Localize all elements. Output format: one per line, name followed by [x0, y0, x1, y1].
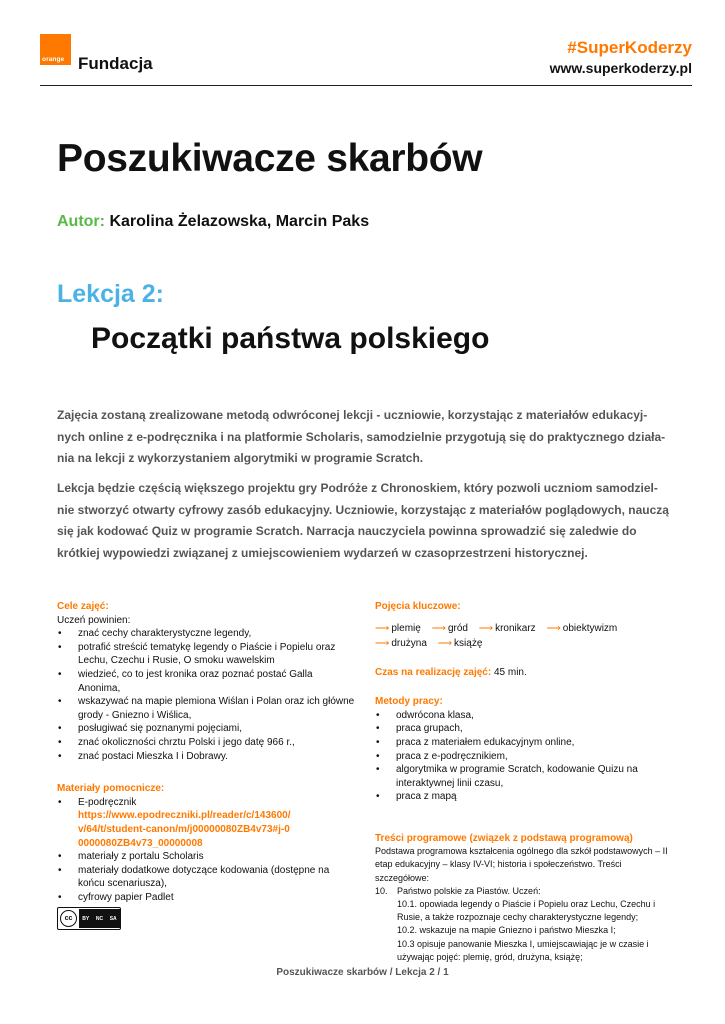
author-label: Autor:: [57, 213, 105, 230]
list-item: • potrafić streścić tematykę legendy o Piaście i Popielu oraz Lechu, Czechu i Rusie, O smoku wawelskim: [57, 641, 357, 668]
page-title: Poszukiwacze skarbów: [57, 137, 483, 180]
curriculum-sub-item: 10.2. wskazuje na mapie Gniezno i państwo Mieszka I;: [397, 925, 616, 936]
epodrecznik-link[interactable]: https://www.epodreczniki.pl/reader/c/143600/v/64/t/student-canon/m/j00000080ZB4v73#j-00000080ZB4v73_00000008: [78, 810, 291, 849]
concept-item: drużyna: [391, 637, 427, 649]
arrow-right-icon: ⟶: [375, 637, 390, 649]
curriculum-item-text: Państwo polskie za Piastów. Uczeń:: [397, 885, 541, 896]
epodrecznik-label: E-podręcznik: [78, 796, 137, 808]
list-item: • praca z mapą: [375, 790, 675, 804]
list-item: • posługiwać się poznanymi pojęciami,: [57, 722, 357, 736]
arrow-right-icon: ⟶: [478, 622, 494, 634]
concepts-heading: Pojęcia kluczowe:: [375, 601, 461, 612]
methods-heading: Metody pracy:: [375, 696, 443, 708]
list-item: • algorytmika w programie Scratch, kodowanie Quizu na interaktywnej linii czasu,: [375, 763, 675, 790]
orange-logo: [40, 34, 71, 65]
arrow-right-icon: ⟶: [431, 622, 446, 634]
author-line: [57, 213, 369, 231]
cc-icon: cc: [60, 910, 77, 927]
list-item: • praca grupach,: [375, 722, 675, 736]
list-item: • praca z e-podręcznikiem,: [375, 750, 675, 764]
concept-item: gród: [447, 622, 468, 634]
arrow-right-icon: ⟶: [546, 622, 561, 634]
arrow-right-icon: ⟶: [375, 622, 390, 634]
list-item: • praca z materiałem edukacyjnym online,: [375, 736, 675, 750]
list-item: • cyfrowy papier Padlet: [57, 891, 357, 905]
concepts-list: [375, 621, 675, 651]
list-item: • wiedzieć, co to jest kronika oraz poznać postać Galla Anonima,: [57, 668, 357, 695]
curriculum-sub-item: 10.3 opisuje panowanie Mieszka I, umiejscawiając je w czasie i używając pojęć: plemię, gród, drużyna, książę;: [397, 938, 649, 962]
curriculum-heading: Treści programowe (związek z podstawą programową): [375, 832, 633, 844]
license-terms: [79, 909, 120, 928]
list-item: • materiały dodatkowe dotyczące kodowania (dostępne na końcu scenariusza),: [57, 864, 357, 891]
intro-text: [57, 405, 671, 573]
right-column: [375, 600, 675, 964]
list-item: • odwrócona klasa,: [375, 709, 675, 723]
curriculum-number: 10.: [375, 885, 388, 896]
materials-heading: Materiały pomocnicze:: [57, 783, 165, 795]
nc-icon: NC: [95, 915, 104, 922]
list-item: • znać okoliczności chrztu Polski i jego datę 966 r.,: [57, 736, 357, 750]
materials-list: [57, 796, 357, 905]
author-names: Karolina Żelazowska, Marcin Paks: [109, 213, 370, 230]
concept-item: książę: [454, 637, 483, 649]
logo-text: orange: [42, 56, 65, 63]
page-header: [40, 34, 692, 86]
goals-lead: Uczeń powinien:: [57, 614, 131, 626]
concept-item: kronikarz: [495, 622, 536, 634]
curriculum-section: [375, 832, 675, 964]
left-column: [57, 600, 357, 904]
site-url[interactable]: www.superkoderzy.pl: [549, 60, 692, 76]
concept-item: plemię: [391, 622, 421, 634]
list-item: • wskazywać na mapie plemiona Wiślan i Polan oraz ich główne grody - Gniezno i Wiślica,: [57, 695, 357, 722]
list-item: • znać cechy charakterystyczne legendy,: [57, 627, 357, 641]
page-footer: Poszukiwacze skarbów / Lekcja 2 / 1: [276, 967, 449, 978]
arrow-right-icon: ⟶: [437, 637, 453, 649]
curriculum-item: [375, 885, 675, 898]
goals-list: [57, 627, 357, 763]
hashtag: #SuperKoderzy: [567, 38, 692, 57]
goals-heading: Cele zajęć:: [57, 601, 109, 612]
org-name: Fundacja: [78, 54, 153, 73]
curriculum-intro: Podstawa programowa kształcenia ogólnego dla szkół podstawowych – II etap edukacyjny – klasy IV-VI; historia i społeczeństwo. Treści szczegółowe:: [375, 846, 668, 883]
intro-paragraph-1: Zajęcia zostaną zrealizowane metodą odwróconej lekcji - uczniowie, korzystając z materiałów edukacyj- nych online z e-podręcznika i na platformie Scholaris, samodzielnie przygotują się do praktycznego działa- nia na lekcji z wykorzystaniem algorytmiki w programie Scratch.: [57, 408, 666, 465]
cc-license-badge[interactable]: [57, 907, 121, 930]
concept-item: obiektywizm: [562, 622, 618, 634]
time-line: [375, 666, 675, 680]
methods-list: [375, 709, 675, 804]
intro-paragraph-2: Lekcja będzie częścią większego projektu gry Podróże z Chronoskiem, który pozwoli uczniom samodziel- nie stworzyć otwarty cyfrowy zasób edukacyjny. Uczniowie, korzystając z materiałów poglądowych, nauczą się jak kodować Quiz w programie Scratch. Narracja nauczyciela powinna sprowadzić się zaledwie do krótkiej wypowiedzi związanej z umiejscowieniem wydarzeń w czasoprzestrzeni historycznej.: [57, 481, 669, 560]
list-item: • materiały z portalu Scholaris: [57, 850, 357, 864]
by-icon: BY: [82, 915, 90, 922]
list-item: [57, 796, 357, 850]
sa-icon: SA: [109, 915, 117, 922]
curriculum-sub-item: 10.1. opowiada legendy o Piaście i Popielu oraz Lechu, Czechu i Rusie, a także rozpoznaje cechy charakterystyczne legendy;: [397, 898, 656, 923]
list-item: • znać postaci Mieszka I i Dobrawy.: [57, 750, 357, 764]
time-label: Czas na realizację zajęć:: [375, 666, 492, 678]
time-value: 45 min.: [493, 666, 527, 678]
lesson-number: Lekcja 2:: [57, 280, 165, 308]
lesson-title: Początki państwa polskiego: [91, 322, 490, 355]
